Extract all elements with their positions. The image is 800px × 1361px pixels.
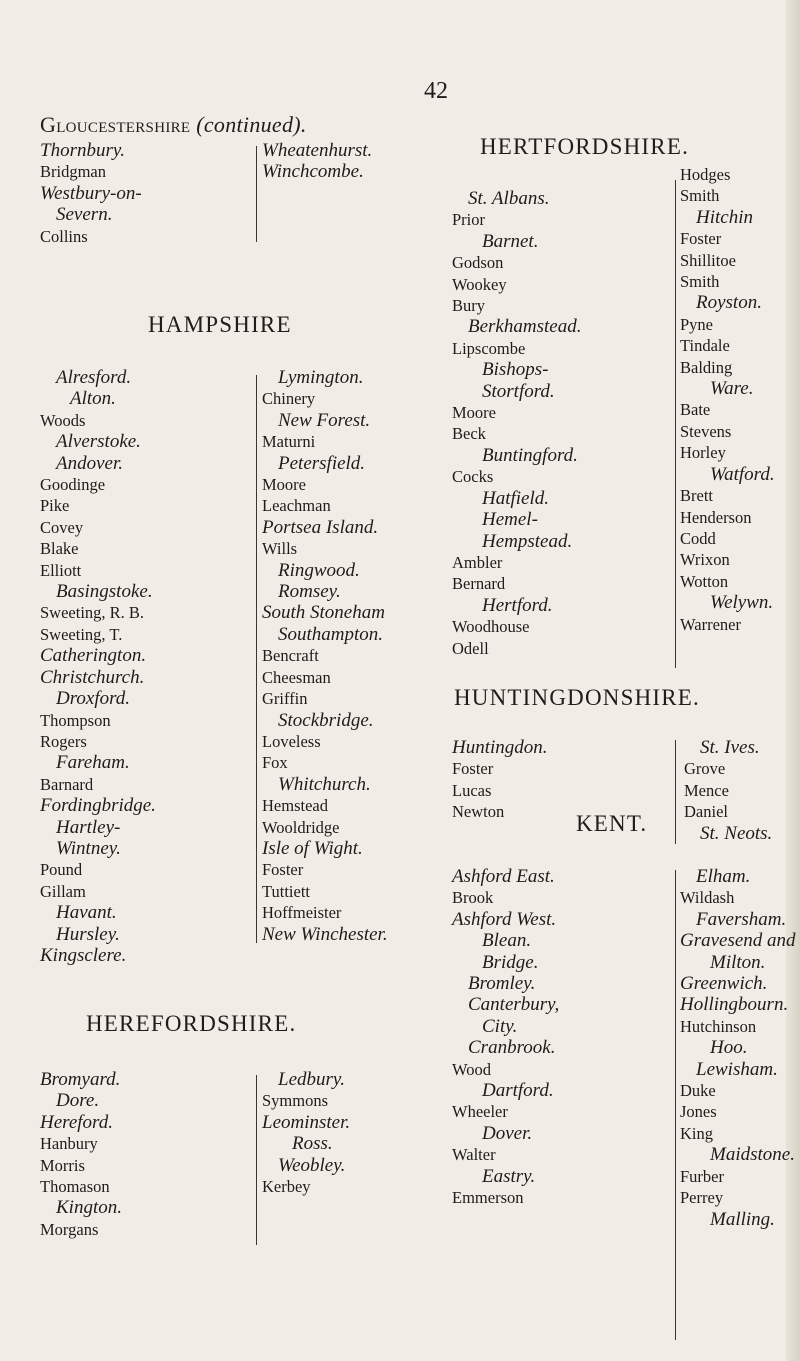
herefordshire-right-column — [262, 1069, 350, 1197]
county-heading-herefordshire: HEREFORDSHIRE. — [86, 1011, 297, 1036]
place-heading: Alresford. — [56, 367, 132, 388]
name-entry: Perrey — [680, 1188, 724, 1208]
place-heading: Royston. — [696, 292, 762, 314]
place-heading: Bishops- — [482, 359, 549, 381]
place-heading: Berkhamstead. — [468, 316, 582, 338]
huntingdonshire-left-column — [452, 737, 548, 823]
place-heading: Dore. — [56, 1090, 100, 1112]
name-entry: Loveless — [262, 731, 321, 751]
place-heading: Hemel- — [482, 509, 538, 531]
county-heading-kent: KENT. — [576, 811, 648, 836]
column-rule — [675, 740, 676, 844]
name-entry: Newton — [452, 802, 505, 822]
running-head-note: (continued). — [196, 112, 307, 137]
name-entry: Odell — [452, 638, 489, 658]
name-entry: Maturni — [262, 432, 316, 452]
place-heading: Fordingbridge. — [40, 795, 156, 817]
place-heading: Isle of Wight. — [262, 837, 363, 859]
name-entry: Foster — [680, 229, 722, 249]
place-heading: Kington. — [56, 1197, 122, 1219]
place-heading: St. Albans. — [468, 188, 550, 209]
place-heading: St. Neots. — [700, 822, 773, 844]
name-entry: Hemstead — [262, 796, 328, 816]
name-entry: Tindale — [680, 336, 730, 356]
name-entry: Woods — [40, 410, 86, 430]
county-heading-hertfordshire: HERTFORDSHIRE. — [480, 134, 690, 159]
place-heading: Bromyard. — [40, 1069, 121, 1090]
name-entry: Covey — [40, 517, 84, 537]
name-entry: Codd — [680, 528, 716, 548]
place-heading: Lymington. — [278, 367, 364, 388]
place-heading: New Winchester. — [262, 923, 388, 945]
column-rule — [256, 375, 257, 943]
name-entry: Moore — [452, 403, 496, 423]
place-heading: Petersfield. — [278, 452, 366, 474]
name-entry: Brook — [452, 888, 494, 908]
page-number: 42 — [424, 78, 448, 104]
name-entry: Wildash — [680, 888, 735, 908]
place-heading: Andover. — [56, 452, 124, 474]
name-entry: Stevens — [680, 421, 732, 441]
place-heading: Blean. — [482, 930, 532, 952]
name-entry: Horley — [680, 443, 726, 463]
name-entry: Morris — [40, 1155, 85, 1175]
place-heading: Bromley. — [468, 973, 536, 995]
name-entry: Grove — [684, 759, 726, 779]
running-head-county: Gloucestershire — [40, 112, 191, 137]
name-entry: Wheeler — [452, 1102, 508, 1122]
place-heading: City. — [482, 1015, 518, 1037]
place-heading: Elham. — [696, 866, 751, 887]
name-entry: Hoffmeister — [262, 903, 342, 923]
place-heading: Kingsclere. — [40, 944, 127, 966]
county-heading-huntingdonshire: HUNTINGDONSHIRE. — [454, 685, 700, 710]
name-entry: Chinery — [262, 389, 316, 409]
place-heading: Fareham. — [56, 752, 130, 774]
name-entry: King — [680, 1123, 713, 1143]
name-entry: Thomason — [40, 1177, 110, 1197]
place-heading: Watford. — [710, 463, 775, 485]
place-heading: Barnet. — [482, 230, 539, 252]
place-heading: Hereford. — [40, 1111, 113, 1133]
name-entry: Kerbey — [262, 1177, 311, 1197]
place-heading: Hitchin — [696, 206, 753, 228]
place-heading: Southampton. — [278, 623, 384, 645]
name-entry: Foster — [452, 759, 494, 779]
name-entry: Tuttiett — [262, 881, 310, 901]
name-entry: Wooldridge — [262, 817, 340, 837]
place-heading: Winchcombe. — [262, 161, 364, 183]
place-heading: Huntingdon. — [452, 737, 548, 758]
name-entry: Sweeting, T. — [40, 624, 123, 644]
place-heading: South Stoneham — [262, 602, 385, 624]
gloucestershire-left-column — [40, 140, 142, 247]
place-heading: Welywn. — [710, 592, 774, 614]
name-entry: Morgans — [40, 1219, 99, 1239]
name-entry: Bate — [680, 400, 711, 420]
running-head — [40, 112, 307, 138]
name-entry: Lucas — [452, 780, 492, 800]
place-heading: Cranbrook. — [468, 1037, 556, 1059]
name-entry: Wookey — [452, 274, 507, 294]
name-entry: Elliott — [40, 560, 82, 580]
place-heading: Wheatenhurst. — [262, 140, 373, 161]
name-entry: Gillam — [40, 881, 86, 901]
name-entry: Woodhouse — [452, 617, 530, 637]
name-entry: Balding — [680, 357, 733, 377]
name-entry: Wood — [452, 1059, 492, 1079]
place-heading: Ledbury. — [278, 1069, 346, 1090]
place-heading: Ashford West. — [452, 908, 557, 930]
place-heading: Hatfield. — [482, 487, 550, 509]
herefordshire-left-column — [40, 1069, 122, 1240]
name-entry: Hutchinson — [680, 1016, 757, 1036]
name-entry: Ambler — [452, 552, 503, 572]
name-entry: Duke — [680, 1081, 716, 1101]
name-entry: Jones — [680, 1102, 717, 1122]
place-heading: Malling. — [710, 1208, 775, 1230]
place-heading: Hempstead. — [482, 530, 573, 552]
gloucestershire-right-column — [262, 140, 372, 183]
hertfordshire-right-column — [680, 164, 775, 635]
name-entry: Blake — [40, 539, 79, 559]
place-heading: Eastry. — [482, 1165, 536, 1187]
name-entry: Hanbury — [40, 1134, 98, 1154]
place-heading: Westbury-on- — [40, 182, 142, 204]
name-entry: Walter — [452, 1145, 496, 1165]
name-entry: Hodges — [680, 165, 731, 184]
place-heading: Hertford. — [482, 594, 553, 616]
name-entry: Cheesman — [262, 667, 331, 687]
name-entry: Godson — [452, 253, 504, 273]
name-entry: Smith — [680, 186, 720, 206]
place-heading: Portsea Island. — [262, 516, 379, 538]
place-heading: Thornbury. — [40, 140, 125, 161]
place-heading: Maidstone. — [710, 1144, 795, 1166]
county-heading-hampshire: HAMPSHIRE — [148, 312, 292, 337]
name-entry: Fox — [262, 753, 288, 773]
name-entry: Bridgman — [40, 162, 106, 182]
name-entry: Goodinge — [40, 475, 106, 495]
kent-right-column — [680, 866, 796, 1230]
place-heading: Stortford. — [482, 380, 555, 402]
place-heading: Milton. — [710, 951, 766, 973]
column-rule — [256, 1075, 257, 1245]
name-entry: Brett — [680, 486, 713, 506]
place-heading: Hursley. — [56, 923, 120, 945]
name-entry: Thompson — [40, 710, 111, 730]
place-heading: Stockbridge. — [278, 709, 374, 731]
name-entry: Warrener — [680, 614, 741, 634]
place-heading: Leominster. — [262, 1111, 351, 1133]
place-heading: Hollingbourn. — [680, 994, 789, 1016]
place-heading: Severn. — [56, 204, 113, 226]
column-rule — [675, 870, 676, 1340]
name-entry: Pound — [40, 860, 83, 880]
name-entry: Cocks — [452, 467, 494, 487]
column-rule — [675, 180, 676, 668]
name-entry: Emmerson — [452, 1188, 524, 1208]
place-heading: Gravesend and — [680, 930, 796, 952]
place-heading: Dartford. — [482, 1080, 554, 1102]
place-heading: Buntingford. — [482, 444, 578, 466]
name-entry: Beck — [452, 424, 486, 444]
place-heading: Bridge. — [482, 951, 539, 973]
place-heading: Catherington. — [40, 645, 147, 667]
place-heading: Havant. — [56, 902, 117, 924]
place-heading: Ashford East. — [452, 866, 555, 887]
name-entry: Symmons — [262, 1091, 329, 1111]
place-heading: New Forest. — [278, 409, 371, 431]
place-heading: Lewisham. — [696, 1058, 778, 1080]
name-entry: Prior — [452, 210, 485, 230]
name-entry: Mence — [684, 780, 729, 800]
hampshire-left-column — [40, 367, 156, 966]
kent-left-column — [452, 866, 559, 1209]
name-entry: Daniel — [684, 802, 728, 822]
place-heading: Christchurch. — [40, 666, 145, 688]
huntingdonshire-right-column — [684, 737, 772, 844]
place-heading: Ross. — [292, 1133, 333, 1155]
hampshire-right-column — [262, 367, 388, 945]
name-entry: Henderson — [680, 507, 752, 527]
place-heading: St. Ives. — [700, 737, 760, 758]
name-entry: Furber — [680, 1166, 724, 1186]
place-heading: Romsey. — [278, 581, 341, 603]
name-entry: Wills — [262, 539, 298, 559]
name-entry: Shillitoe — [680, 250, 736, 270]
column-rule — [256, 146, 257, 242]
name-entry: Collins — [40, 226, 88, 246]
name-entry: Barnard — [40, 774, 94, 794]
place-heading: Weobley. — [278, 1154, 346, 1176]
place-heading: Alverstoke. — [56, 431, 141, 453]
name-entry: Wrixon — [680, 550, 730, 570]
name-entry: Leachman — [262, 496, 331, 516]
place-heading: Wintney. — [56, 837, 121, 859]
place-heading: Greenwich. — [680, 973, 768, 995]
name-entry: Bernard — [452, 574, 506, 594]
name-entry: Rogers — [40, 731, 87, 751]
name-entry: Bury — [452, 296, 485, 316]
name-entry: Pyne — [680, 314, 713, 334]
place-heading: Canterbury, — [468, 994, 560, 1016]
name-entry: Griffin — [262, 689, 308, 709]
place-heading: Whitchurch. — [278, 773, 371, 795]
name-entry: Sweeting, R. B. — [40, 603, 145, 623]
hertfordshire-left-column — [452, 188, 581, 659]
place-heading: Dover. — [482, 1122, 533, 1144]
place-heading: Faversham. — [696, 908, 787, 930]
place-heading: Hoo. — [710, 1037, 748, 1059]
place-heading: Alton. — [70, 388, 116, 410]
place-heading: Basingstoke. — [56, 581, 153, 603]
name-entry: Wotton — [680, 571, 729, 591]
place-heading: Droxford. — [56, 688, 131, 710]
name-entry: Bencraft — [262, 646, 319, 666]
name-entry: Pike — [40, 496, 70, 516]
place-heading: Ware. — [710, 378, 754, 400]
name-entry: Moore — [262, 475, 306, 495]
name-entry: Smith — [680, 272, 720, 292]
name-entry: Lipscombe — [452, 338, 526, 358]
place-heading: Hartley- — [56, 816, 121, 838]
name-entry: Foster — [262, 860, 304, 880]
place-heading: Ringwood. — [278, 559, 360, 581]
